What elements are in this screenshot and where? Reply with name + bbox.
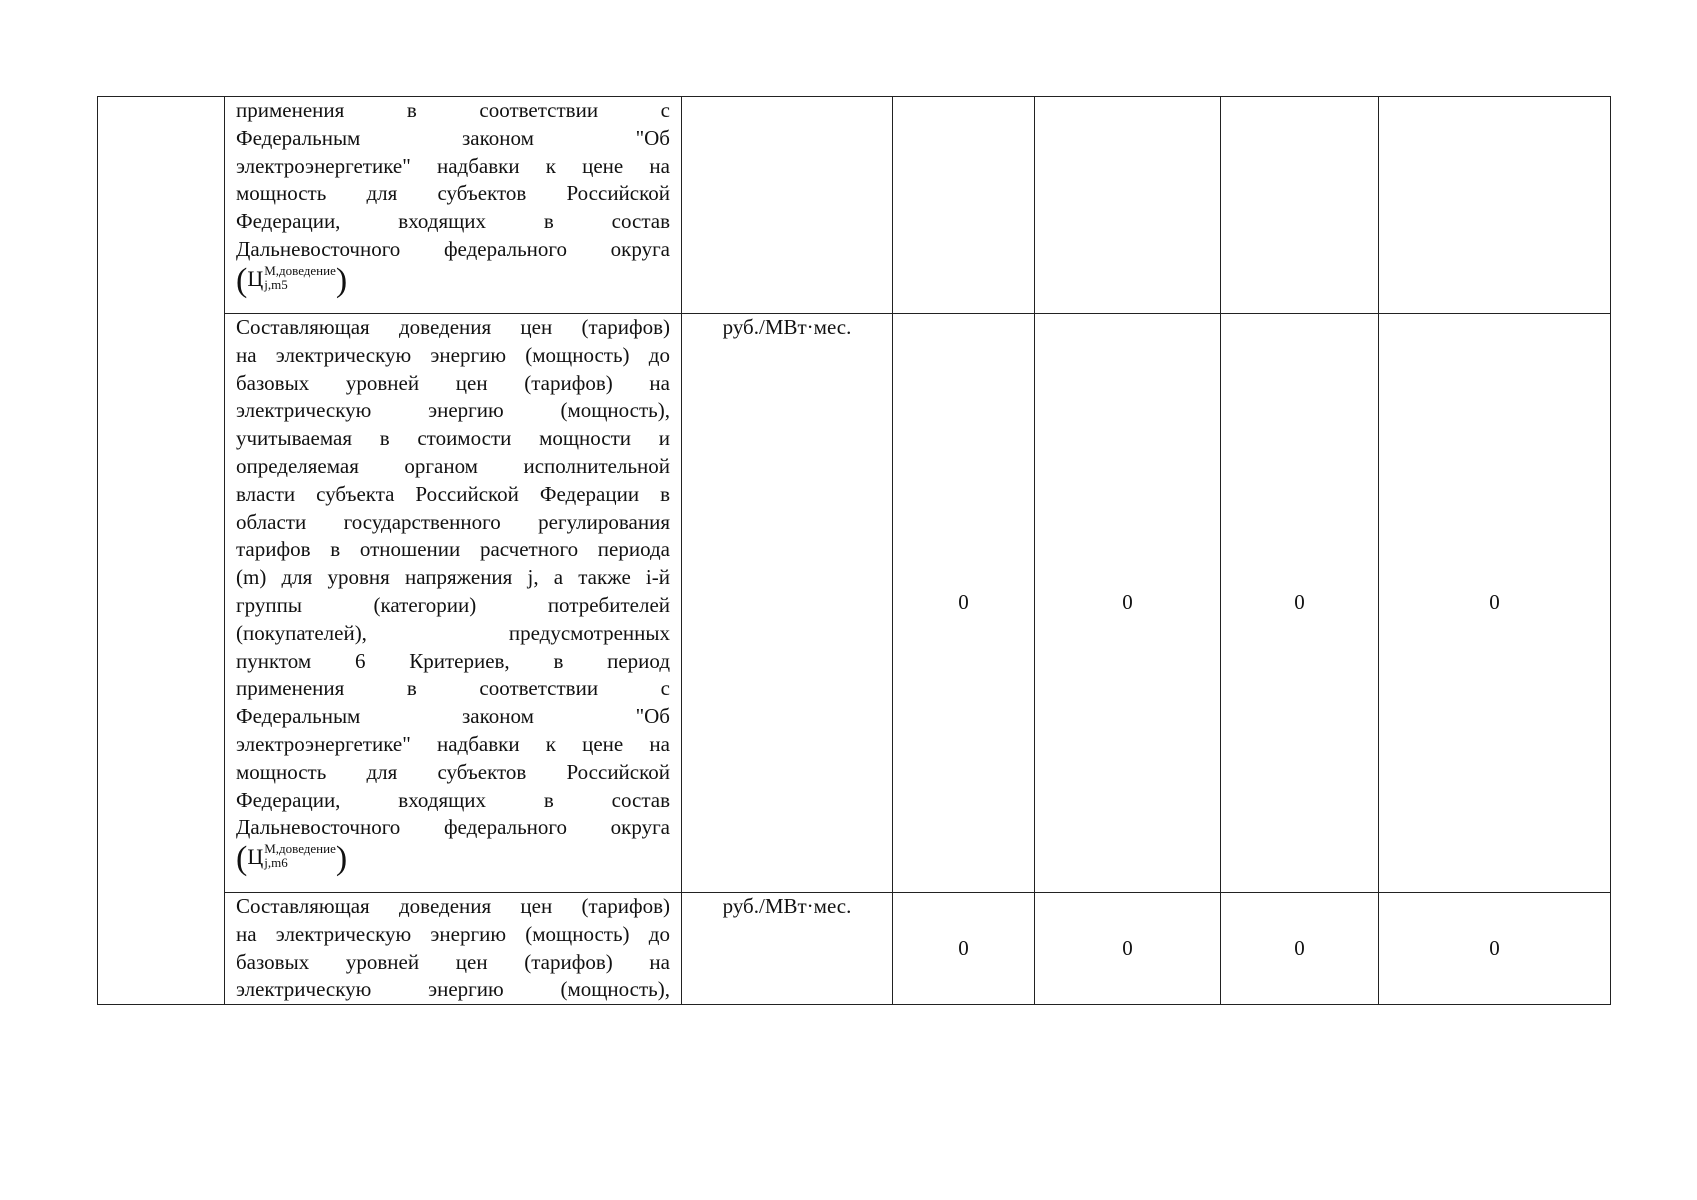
description-cell bbox=[225, 314, 682, 893]
description-line: Составляющая доведения цен (тарифов) bbox=[236, 894, 670, 918]
description-line: электроэнергетике" надбавки к цене на bbox=[236, 731, 670, 756]
value-cell: 0 bbox=[1035, 314, 1221, 893]
formula: (Ц М,доведение j,m5 ) bbox=[236, 261, 348, 299]
description-line: Дальневосточного федерального округа bbox=[236, 815, 670, 840]
table-row bbox=[98, 893, 1611, 1005]
value-cell: 0 bbox=[1221, 314, 1379, 893]
description-line: области государственного регулирования bbox=[236, 509, 670, 534]
description-line: на электрическую энергию (мощность) до bbox=[236, 342, 670, 367]
description-line: электрическую энергию (мощность), bbox=[236, 977, 670, 1002]
description-line: учитываемая в стоимости мощности и bbox=[236, 426, 670, 451]
index-cell bbox=[98, 97, 225, 1005]
description-line: Федеральным законом "Об bbox=[236, 704, 670, 729]
unit-cell bbox=[682, 97, 893, 314]
description-line: группы (категории) потребителей bbox=[236, 592, 670, 617]
value-cell bbox=[1379, 97, 1611, 314]
value-cell: 0 bbox=[893, 893, 1035, 1005]
description-line: применения в соответствии с bbox=[236, 676, 670, 701]
description-line: Составляющая доведения цен (тарифов) bbox=[236, 315, 670, 339]
formula-superscript: М,доведение bbox=[264, 841, 336, 857]
value-cell bbox=[1221, 97, 1379, 314]
description-line: Федерации, входящих в состав bbox=[236, 787, 670, 812]
unit-text: руб./МВт·мес. bbox=[722, 894, 852, 918]
description-cell bbox=[225, 97, 682, 314]
formula-symbol: Ц bbox=[247, 844, 264, 870]
description-line: базовых уровней цен (тарифов) на bbox=[236, 949, 670, 974]
description-line: (m) для уровня напряжения j, а также i-й bbox=[236, 565, 670, 590]
description-line: тарифов в отношении расчетного периода bbox=[236, 537, 670, 562]
value-cell: 0 bbox=[1035, 893, 1221, 1005]
description-line: власти субъекта Российской Федерации в bbox=[236, 481, 670, 506]
description-line: определяемая органом исполнительной bbox=[236, 453, 670, 478]
formula: (Ц М,доведение j,m6 ) bbox=[236, 840, 348, 878]
value-cell: 0 bbox=[1221, 893, 1379, 1005]
table-row bbox=[98, 97, 1611, 314]
formula-superscript: М,доведение bbox=[264, 262, 336, 278]
description-line: на электрическую энергию (мощность) до bbox=[236, 921, 670, 946]
value-cell bbox=[893, 97, 1035, 314]
description-cell bbox=[225, 893, 682, 1005]
description-line: (покупателей), предусмотренных bbox=[236, 620, 670, 645]
value-cell bbox=[1035, 97, 1221, 314]
description-line: Федеральным законом "Об bbox=[236, 125, 670, 150]
description-line: Федерации, входящих в состав bbox=[236, 209, 670, 234]
tariff-table bbox=[97, 96, 1611, 1005]
description-line: электрическую энергию (мощность), bbox=[236, 398, 670, 423]
description-line: мощность для субъектов Российской bbox=[236, 181, 670, 206]
unit-cell bbox=[682, 893, 893, 1005]
formula-symbol: Ц bbox=[247, 265, 264, 291]
description-line: пунктом 6 Критериев, в период bbox=[236, 648, 670, 673]
description-line: Дальневосточного федерального округа bbox=[236, 236, 670, 261]
value-cell: 0 bbox=[893, 314, 1035, 893]
formula-subscript: j,m6 bbox=[264, 855, 288, 871]
unit-cell bbox=[682, 314, 893, 893]
description-line: базовых уровней цен (тарифов) на bbox=[236, 370, 670, 395]
formula-subscript: j,m5 bbox=[264, 276, 288, 292]
description-line: электроэнергетике" надбавки к цене на bbox=[236, 153, 670, 178]
table-row bbox=[98, 314, 1611, 893]
value-cell: 0 bbox=[1379, 314, 1611, 893]
description-line: мощность для субъектов Российской bbox=[236, 759, 670, 784]
description-line: применения в соответствии с bbox=[236, 98, 670, 122]
value-cell: 0 bbox=[1379, 893, 1611, 1005]
unit-text: руб./МВт·мес. bbox=[722, 315, 852, 339]
